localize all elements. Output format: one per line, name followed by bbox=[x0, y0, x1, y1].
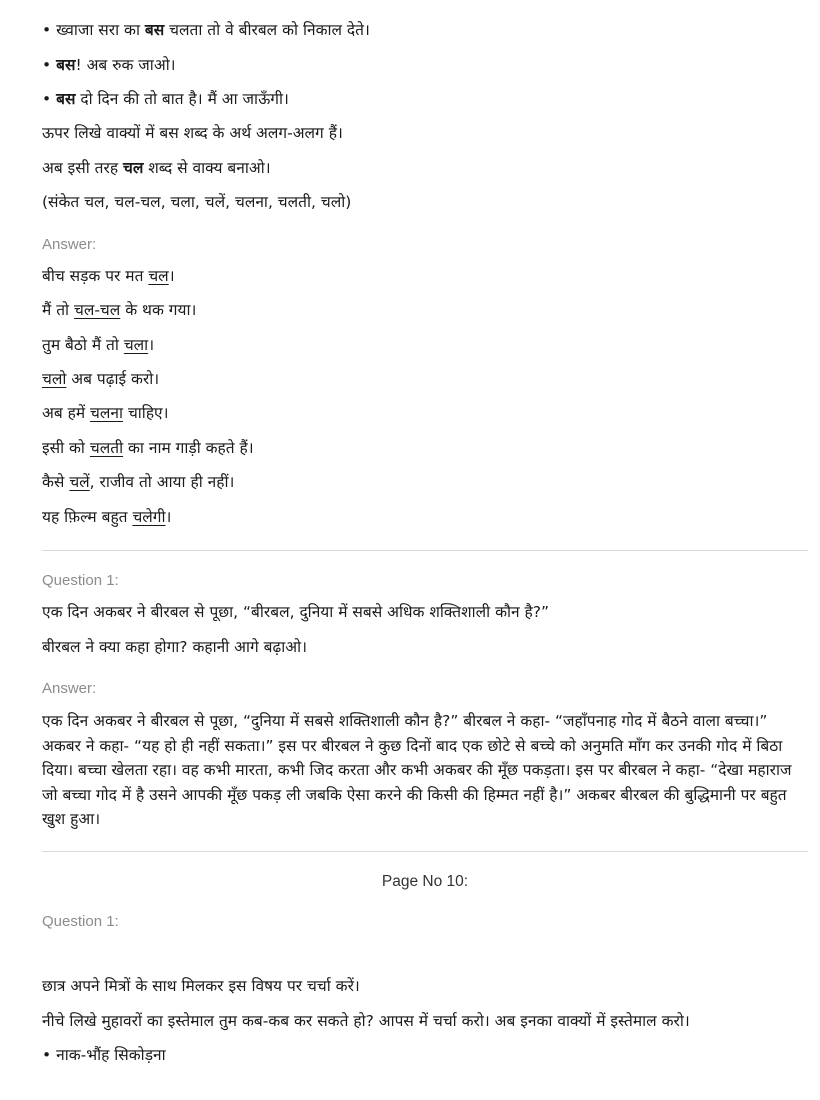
answer-sentence bbox=[42, 334, 154, 356]
bullet-marker: • bbox=[42, 1046, 52, 1064]
question-text: एक दिन अकबर ने बीरबल से पूछा, “बीरबल, दुनिया में सबसे अधिक शक्तिशाली कौन है?” bbox=[42, 603, 550, 621]
bold-word: बस bbox=[144, 21, 165, 39]
answer-sentence bbox=[42, 402, 169, 424]
answer-label: Answer: bbox=[42, 236, 97, 253]
text-fragment: चाहिए। bbox=[123, 404, 169, 422]
bullet-line-2 bbox=[42, 54, 176, 76]
question-label: Question 1: bbox=[42, 572, 119, 589]
underlined-word: चलें bbox=[69, 473, 90, 491]
text-fragment: ! अब रुक जाओ। bbox=[75, 56, 176, 74]
bullet-marker: • bbox=[42, 56, 52, 74]
bold-word: बस bbox=[56, 56, 76, 74]
underlined-word: चल bbox=[148, 267, 169, 285]
answer-sentence bbox=[42, 437, 254, 459]
question-text: बीरबल ने क्या कहा होगा? कहानी आगे बढ़ाओ। bbox=[42, 638, 307, 656]
bullet-line-1 bbox=[42, 19, 370, 41]
underlined-word: चलती bbox=[89, 439, 124, 457]
underlined-word: चला bbox=[123, 336, 149, 354]
answer-sentence bbox=[42, 471, 234, 493]
underlined-word: चल-चल bbox=[73, 301, 121, 319]
underlined-word: चलेगी bbox=[132, 508, 166, 526]
text-fragment: ख्वाजा सरा का bbox=[56, 21, 145, 39]
bullet-marker: • bbox=[42, 21, 52, 39]
section-divider bbox=[42, 851, 808, 852]
text-fragment: , राजीव तो आया ही नहीं। bbox=[89, 473, 235, 491]
text-fragment: शब्द से वाक्य बनाओ। bbox=[143, 159, 271, 177]
question-text: छात्र अपने मित्रों के साथ मिलकर इस विषय पर चर्चा करें। bbox=[42, 977, 360, 995]
text-fragment: अब हमें bbox=[42, 404, 91, 422]
answer-sentence bbox=[42, 506, 171, 528]
question-label: Question 1: bbox=[42, 913, 119, 930]
text-fragment: अब पढ़ाई करो। bbox=[66, 370, 160, 388]
underlined-word: चलो bbox=[42, 370, 67, 388]
text-fragment: अब इसी तरह bbox=[42, 159, 123, 177]
answer-sentence bbox=[42, 265, 175, 287]
bullet-marker: • bbox=[42, 90, 52, 108]
text-fragment: चलता तो वे बीरबल को निकाल देते। bbox=[164, 21, 370, 39]
bullet-line-3 bbox=[42, 88, 289, 110]
text-fragment: कैसे bbox=[42, 473, 70, 491]
answer-paragraph: एक दिन अकबर ने बीरबल से पूछा, “दुनिया में सबसे शक्तिशाली कौन है?” बीरबल ने कहा- “जहाँपनाह गोद में बैठने वाला बच्चा।” अकबर ने कहा- “यह हो ही नहीं सकता।” इस पर बीरबल ने कुछ दिनों बाद एक छोटे से बच्चे को अनुमति माँग कर उनकी गोद में बिठा दिया। बच्चा खेलता रहा। वह कभी मारता, कभी जिद करता और कभी अकबर की मूँछ पकड़ता। इस पर बीरबल ने कहा- “देखा महाराज जो बच्चा गोद में है उसने आपकी मूँछ पकड़ ली जबकि ऐसा करने की किसी की हिम्मत नहीं है।” अकबर बीरबल की बुद्धिमानी पर बहुत खुश हुआ। bbox=[42, 712, 792, 828]
text-fragment: बीच सड़क पर मत bbox=[42, 267, 149, 285]
text-fragment: मैं तो bbox=[42, 301, 74, 319]
text-fragment: का नाम गाड़ी कहते हैं। bbox=[123, 439, 254, 457]
text-fragment: । bbox=[165, 508, 172, 526]
text-fragment: । bbox=[148, 336, 155, 354]
note-line: ऊपर लिखे वाक्यों में बस शब्द के अर्थ अलग-अलग हैं। bbox=[42, 124, 343, 142]
answer-label: Answer: bbox=[42, 680, 97, 697]
text-fragment: दो दिन की तो बात है। मैं आ जाऊँगी। bbox=[75, 90, 289, 108]
instruction-line bbox=[42, 157, 271, 179]
page-number: Page No 10: bbox=[381, 873, 469, 890]
text-fragment: यह फ़िल्म बहुत bbox=[42, 508, 133, 526]
idiom-list-item bbox=[42, 1044, 166, 1066]
text-fragment: के थक गया। bbox=[120, 301, 197, 319]
text-fragment: इसी को bbox=[42, 439, 90, 457]
section-divider bbox=[42, 550, 808, 551]
idiom-text: नाक-भौंह सिकोड़ना bbox=[56, 1046, 166, 1064]
text-fragment: । bbox=[168, 267, 175, 285]
question-text: नीचे लिखे मुहावरों का इस्तेमाल तुम कब-कब कर सकते हो? आपस में चर्चा करो। अब इनका वाक्यों में इस्तेमाल करो। bbox=[42, 1012, 690, 1030]
bold-word: चल bbox=[122, 159, 144, 177]
answer-sentence bbox=[42, 299, 196, 321]
answer-sentence bbox=[42, 368, 159, 390]
bold-word: बस bbox=[56, 90, 76, 108]
underlined-word: चलना bbox=[90, 404, 124, 422]
hint-line: (संकेत चल, चल-चल, चला, चलें, चलना, चलती, चलो) bbox=[42, 193, 352, 211]
text-fragment: तुम बैठो मैं तो bbox=[42, 336, 124, 354]
